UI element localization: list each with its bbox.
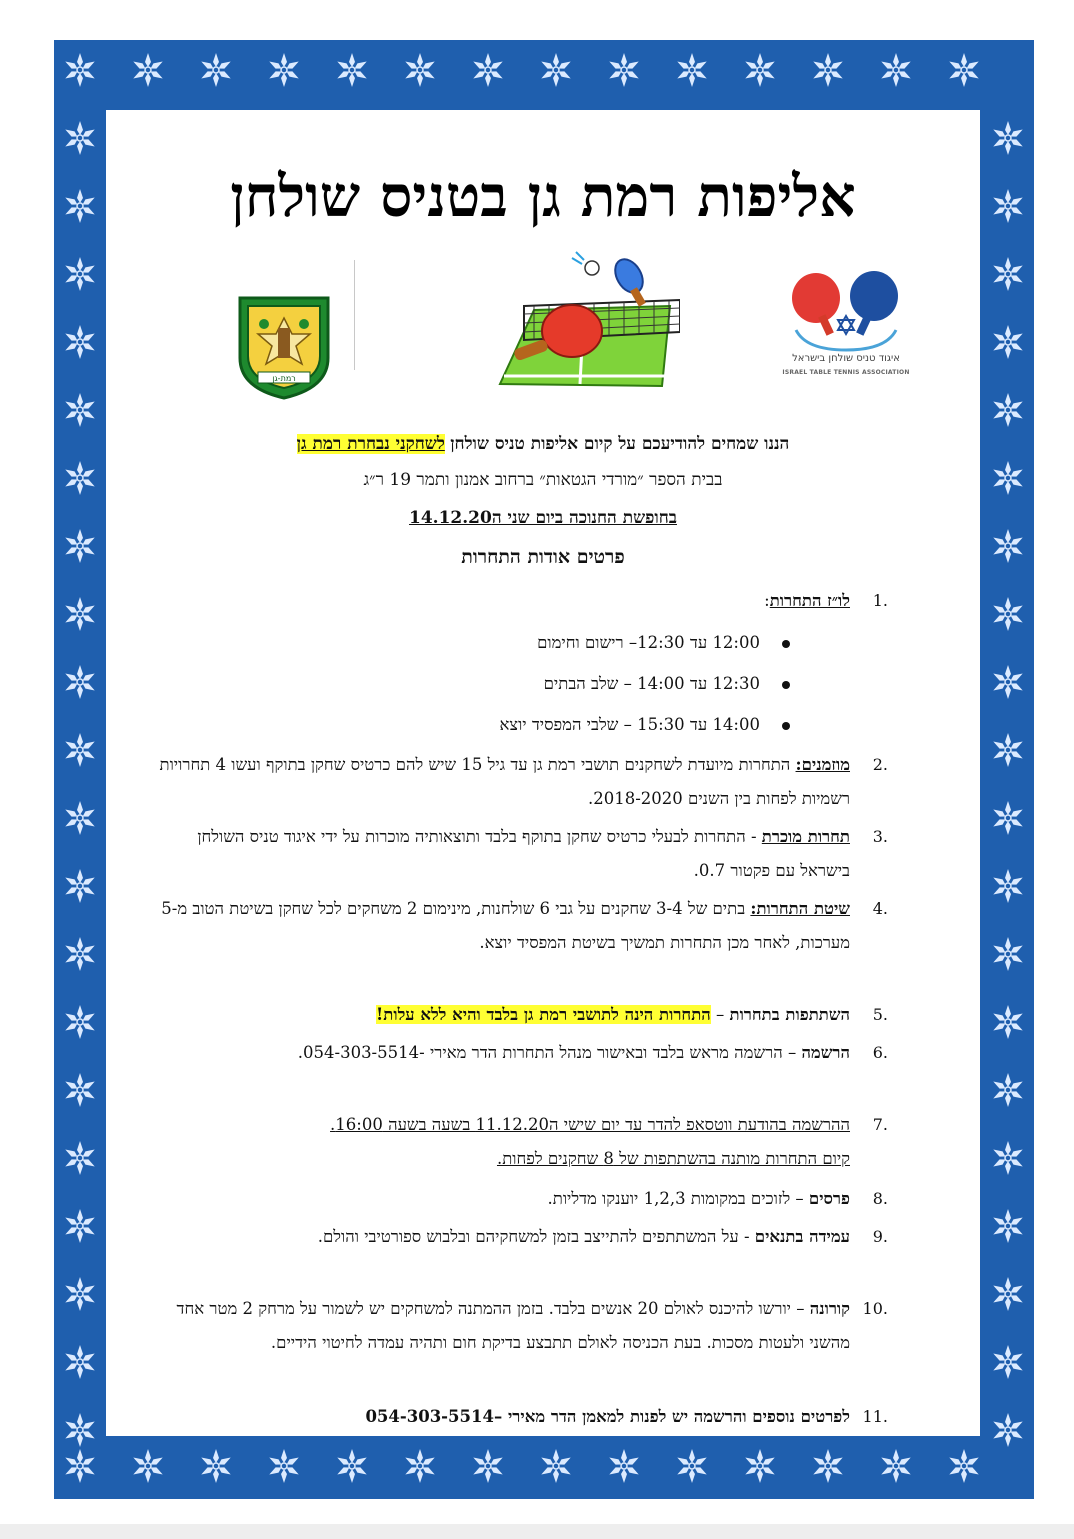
item-text: התחרות מיועדת לשחקנים תושבי רמת גן עד גיל 15 שיש להם כרטיס שחקן בתוקף ועשו 4 תחרויות רשמיות לפחות בין השנים 2018-2020. (159, 755, 850, 808)
snowflake-icon (60, 1070, 100, 1110)
list-item-corona (150, 1292, 888, 1360)
intro-line-1 (146, 434, 940, 454)
snowflake-icon (332, 50, 372, 90)
item-label: לפרטים נוספים והרשמה יש לפנות למאמן הדר מאירי –054-303-5514 (365, 1407, 850, 1426)
item-number: 9. (872, 1227, 888, 1246)
list-item-registration (150, 1036, 888, 1070)
item-number: 8. (872, 1189, 888, 1208)
snowflake-icon (740, 1446, 780, 1486)
snowflake-icon (60, 1410, 100, 1450)
snowflake-icon (988, 1138, 1028, 1178)
item-label: עמידה בתנאים (754, 1227, 850, 1246)
schedule-slot (500, 708, 790, 742)
snowflake-icon (60, 1002, 100, 1042)
item-label: הרשמה (801, 1043, 850, 1062)
item-label: השתתפות בתחרות (729, 1005, 850, 1024)
snowflake-icon (264, 1446, 304, 1486)
intro-highlight: לשחקני נבחרת רמת גן (296, 434, 445, 454)
intro-line-1-text: הננו שמחים להודיעכם על קיום אליפות טניס שולחן (450, 434, 790, 454)
schedule-slot-text: 12:30 עד 14:00 – שלב הבתים (543, 674, 760, 693)
item-text: בתים של 3-4 שחקנים על גבי 6 שולחנות, מינימום 2 משחקים לכל שחקן בשיטת הטוב מ-5 מערכות, לאחר מכן התחרות תמשיך בשיטת המפסיד יוצא. (161, 899, 850, 952)
section-heading (146, 546, 940, 569)
item-number: 11. (862, 1407, 888, 1426)
item-text: - על המשתתפים להתייצב בזמן למשחקיהם ובלבוש ספורטיבי והולם. (317, 1227, 755, 1246)
schedule-slot-text: 14:00 עד 15:30 – שלבי המפסיד יוצא (499, 715, 760, 734)
snowflake-icon (128, 50, 168, 90)
snowflake-icon (988, 730, 1028, 770)
schedule-label: לו״ז התחרות (769, 591, 850, 610)
item-text-line-1: ההרשמה בהודעת ווטסאפ להדר עד יום שישי ה11.12.20 בשעה בשעה 16:00. (330, 1115, 850, 1134)
bullet-icon (782, 640, 790, 648)
item-text: - התחרות לבעלי כרטיס שחקן בתוקף בלבד ותוצאותיה מוכרות על ידי איגוד טניס השולחן בישראל עם פקטור 0.7. (197, 827, 850, 880)
bullet-icon (782, 681, 790, 689)
item-label: מוזמנים: (795, 755, 850, 774)
list-item-schedule (150, 584, 888, 618)
item-text: – יורשו להיכנס לאולם 20 אנשים בלבד. בזמן ההמתנה למשחקים יש לשמור על מרחק 2 מטר אחד מהשני ולעטות מסכות. בעת הכניסה לאולם תתבצע בדיקת חום ותהיה עמדה לחיטוי הידיים. (176, 1299, 850, 1352)
item-label: שיטת התחרות: (750, 899, 850, 918)
snowflake-icon (672, 50, 712, 90)
snowflake-icon (60, 118, 100, 158)
snowflake-icon (988, 186, 1028, 226)
item-label: קורונה (809, 1299, 850, 1318)
snowflake-icon (988, 458, 1028, 498)
snowflake-icon (988, 1206, 1028, 1246)
list-item-participation (150, 998, 888, 1032)
intro-line-2: בבית הספר ״מורדי הגטאות״ ברחוב אמנון ותמר 19 ר״ג (363, 470, 723, 490)
snowflake-icon (988, 390, 1028, 430)
ramat-gan-city-emblem-icon (234, 288, 334, 400)
snowflake-icon (740, 50, 780, 90)
intro-line-3 (146, 508, 940, 528)
list-item-invited (150, 748, 888, 816)
snowflake-icon (60, 254, 100, 294)
snowflake-icon (60, 594, 100, 634)
snowflake-icon (672, 1446, 712, 1486)
snowflake-icon (604, 50, 644, 90)
snowflake-icon (944, 50, 984, 90)
snowflake-icon (128, 1446, 168, 1486)
item-number: 2. (872, 755, 888, 774)
section-heading-text: פרטים אודות התחרות (461, 546, 625, 568)
snowflake-icon (876, 1446, 916, 1486)
item-text: – לזוכים במקומות 1,2,3 יוענקו מדליות. (547, 1189, 809, 1208)
snowflake-icon (60, 1138, 100, 1178)
association-english-name: ISRAEL TABLE TENNIS ASSOCIATION (782, 369, 910, 376)
snowflake-icon (60, 934, 100, 974)
snowflake-icon (60, 730, 100, 770)
list-item-recognized (150, 820, 888, 888)
decorative-border (54, 40, 1034, 1499)
snowflake-icon (604, 1446, 644, 1486)
item-label: תחרות מוכרת (761, 827, 850, 846)
snowflake-icon (400, 50, 440, 90)
snowflake-icon (988, 662, 1028, 702)
snowflake-icon (60, 526, 100, 566)
schedule-slot (537, 626, 790, 660)
schedule-label-suffix: : (764, 591, 770, 610)
item-text: – הרשמה מראש בלבד ובאישור מנהל התחרות הדר מאירי -054-303-5514. (297, 1043, 802, 1062)
snowflake-icon (60, 662, 100, 702)
snowflake-icon (400, 1446, 440, 1486)
snowflake-icon (468, 50, 508, 90)
item-number: 3. (872, 827, 888, 846)
snowflake-icon (60, 1274, 100, 1314)
logo-divider (354, 260, 355, 370)
snowflake-icon (60, 322, 100, 362)
snowflake-icon (988, 798, 1028, 838)
item-text-line-2: קיום התחרות מותנה בהשתתפות של 8 שחקנים לפחות. (496, 1149, 850, 1168)
snowflake-icon (60, 458, 100, 498)
association-hebrew-name: איגוד טניס שולחן בישראל (792, 353, 900, 364)
item-number: 10. (862, 1299, 888, 1318)
list-item-format (150, 892, 888, 960)
snowflake-icon (536, 50, 576, 90)
snowflake-icon (988, 322, 1028, 362)
snowflake-icon (536, 1446, 576, 1486)
list-item-conditions (150, 1220, 888, 1254)
israel-table-tennis-association-logo-icon (776, 270, 916, 352)
snowflake-icon (60, 1446, 100, 1486)
list-item-contact (150, 1400, 888, 1434)
schedule-slot (544, 667, 790, 701)
snowflake-icon (60, 50, 100, 90)
snowflake-icon (808, 1446, 848, 1486)
intro-date: בחופשת החנוכה ביום שני ה14.12.20 (409, 508, 677, 528)
svg-text:רמת-גן: רמת-גן (272, 374, 296, 383)
snowflake-icon (60, 186, 100, 226)
snowflake-icon (60, 1206, 100, 1246)
snowflake-icon (988, 526, 1028, 566)
snowflake-icon (60, 798, 100, 838)
snowflake-icon (988, 1002, 1028, 1042)
bottom-strip (0, 1524, 1074, 1539)
item-number: 1. (872, 591, 888, 610)
snowflake-icon (876, 50, 916, 90)
snowflake-icon (988, 866, 1028, 906)
item-highlight: התחרות הינה לתושבי רמת גן בלבד והיא ללא עלות! (376, 1005, 711, 1024)
snowflake-icon (60, 390, 100, 430)
list-item-prizes (150, 1182, 888, 1216)
snowflake-icon (808, 50, 848, 90)
snowflake-icon (468, 1446, 508, 1486)
snowflake-icon (988, 594, 1028, 634)
item-number: 4. (872, 899, 888, 918)
bullet-icon (782, 722, 790, 730)
schedule-slot-text: 12:00 עד 12:30– רישום וחימום (537, 633, 760, 652)
item-number: 6. (872, 1043, 888, 1062)
snowflake-icon (988, 254, 1028, 294)
item-number: 7. (872, 1115, 888, 1134)
snowflake-icon (332, 1446, 372, 1486)
snowflake-icon (944, 1446, 984, 1486)
item-number: 5. (872, 1005, 888, 1024)
snowflake-icon (988, 1274, 1028, 1314)
list-item-whatsapp (150, 1108, 888, 1176)
table-tennis-clipart-icon (494, 248, 680, 398)
snowflake-icon (988, 1070, 1028, 1110)
item-text: – (710, 1005, 730, 1024)
page-title: אליפות רמת גן בטניס שולחן (230, 163, 856, 230)
snowflake-icon (988, 118, 1028, 158)
snowflake-icon (988, 1342, 1028, 1382)
snowflake-icon (196, 1446, 236, 1486)
snowflake-icon (60, 866, 100, 906)
snowflake-icon (60, 1342, 100, 1382)
item-label: פרסים (808, 1189, 850, 1208)
flyer-content (106, 110, 980, 1436)
snowflake-icon (988, 1410, 1028, 1450)
snowflake-icon (196, 50, 236, 90)
snowflake-icon (988, 934, 1028, 974)
snowflake-icon (264, 50, 304, 90)
